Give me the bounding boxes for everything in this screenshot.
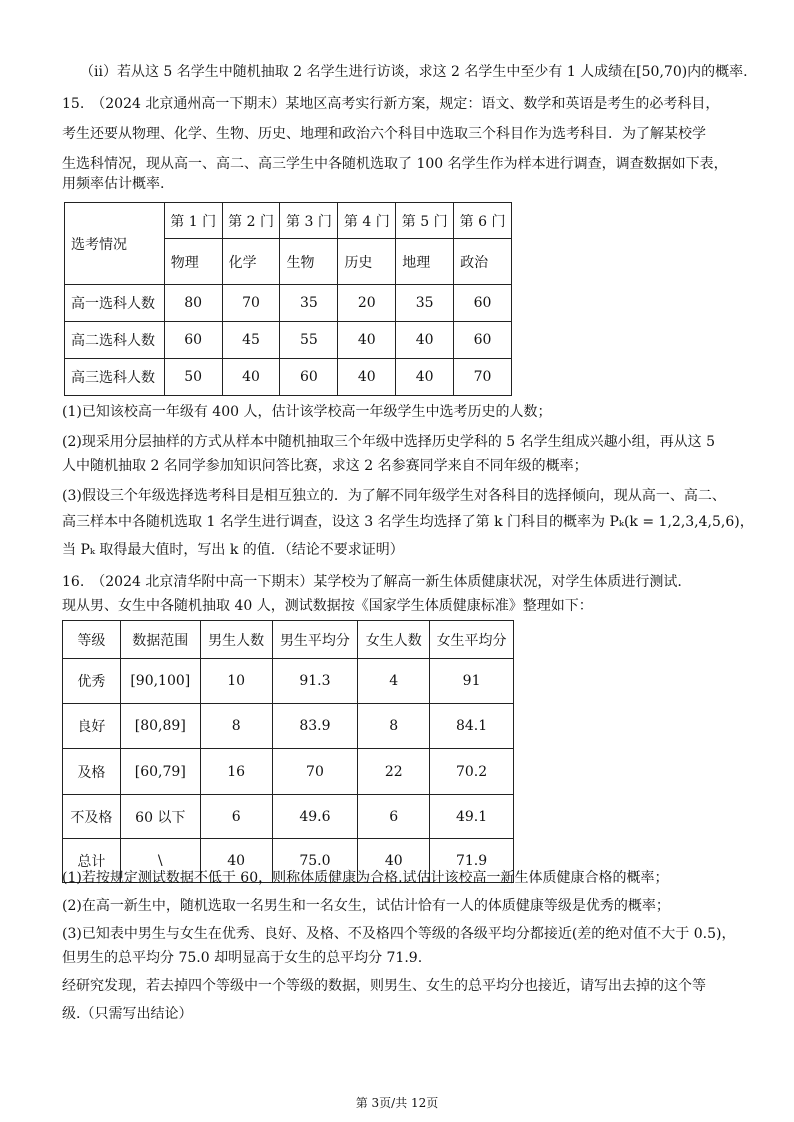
table-cell: 60 (454, 322, 512, 359)
table-cell: 80 (164, 285, 222, 322)
table-row (63, 659, 514, 704)
fitness-test-table (62, 620, 514, 883)
table-cell: 60 (280, 359, 338, 396)
table-cell: 83.9 (272, 704, 358, 749)
text-line: 现从男、女生中各随机抽取 40 人，测试数据按《国家学生体质健康标准》整理如下： (62, 598, 593, 614)
subject-header: 生物 (280, 239, 338, 285)
table-cell: 45 (222, 322, 280, 359)
table-cell: 4 (358, 659, 430, 704)
page-footer: 第 3页/共 12页 (355, 1096, 439, 1110)
table-cell: 49.6 (272, 795, 358, 839)
text-line: 经研究发现，若去掉四个等级中一个等级的数据，则男生、女生的总平均分也接近，请写出去掉的这个等 (62, 978, 706, 994)
course-number-header: 第 4 门 (338, 203, 396, 239)
question-15-title: 15. （2024 北京通州高一下期末）某地区高考实行新方案，规定：语文、数学和英语是考生的必考科目， (62, 96, 720, 112)
table-cell: 70.2 (430, 749, 514, 795)
table-cell: 16 (200, 749, 272, 795)
text-line: (2)在高一新生中，随机选取一名男生和一名女生，试估计恰有一人的体质健康等级是优秀的概率； (62, 898, 670, 914)
table-cell: 总计 (63, 839, 121, 883)
subject-header: 化学 (222, 239, 280, 285)
subject-header: 历史 (338, 239, 396, 285)
course-number-header: 第 1 门 (164, 203, 222, 239)
column-header: 女生人数 (358, 621, 430, 659)
table-corner-cell: 选考情况 (65, 203, 165, 285)
text-line: 当 Pₖ 取得最大值时，写出 k 的值．（结论不要求证明） (62, 542, 404, 558)
table-cell: 91.3 (272, 659, 358, 704)
course-selection-table (64, 202, 512, 396)
table-cell: 40 (222, 359, 280, 396)
table-cell: 8 (200, 704, 272, 749)
text-line: 人中随机抽取 2 名同学参加知识问答比赛，求这 2 名参赛同学来自不同年级的概率； (62, 458, 588, 474)
table-cell: 40 (396, 322, 454, 359)
table-cell: 70 (222, 285, 280, 322)
text-line: （ⅱ）若从这 5 名学生中随机抽取 2 名学生进行访谈，求这 2 名学生中至少有 1 人成绩在[50,70)内的概率. (80, 64, 748, 80)
text-line: (2)现采用分层抽样的方式从样本中随机抽取三个年级中选择历史学科的 5 名学生组成兴趣小组，再从这 5 (62, 434, 715, 450)
text-line: 但男生的总平均分 75.0 却明显高于女生的总平均分 71.9. (62, 950, 423, 966)
text-line: 生选科情况，现从高一、高二、高三学生中各随机选取了 100 名学生作为样本进行调查，调查数据如下表， (62, 156, 728, 172)
table-cell: 20 (338, 285, 396, 322)
table-cell: 优秀 (63, 659, 121, 704)
subject-header: 政治 (454, 239, 512, 285)
table-cell: 55 (280, 322, 338, 359)
table-cell: 60 (164, 322, 222, 359)
text-line: 高三样本中各随机选取 1 名学生进行调查，设这 3 名学生均选择了第 k 门科目的概率为 Pₖ(k = 1,2,3,4,5,6)， (62, 514, 754, 530)
table-cell: 10 (200, 659, 272, 704)
table-cell: 60 (454, 285, 512, 322)
course-number-header: 第 3 门 (280, 203, 338, 239)
table-cell: \ (120, 839, 200, 883)
column-header: 女生平均分 (430, 621, 514, 659)
text-line: (1)已知该校高一年级有 400 人，估计该学校高一年级学生中选考历史的人数； (62, 404, 552, 420)
table-cell: 70 (272, 749, 358, 795)
table-cell: [80,89] (120, 704, 200, 749)
table-cell: 71.9 (430, 839, 514, 883)
table-row (63, 704, 514, 749)
column-header: 数据范围 (120, 621, 200, 659)
table-cell: 84.1 (430, 704, 514, 749)
table-cell: 6 (358, 795, 430, 839)
table-cell: 70 (454, 359, 512, 396)
table-cell: 8 (358, 704, 430, 749)
table-cell: 不及格 (63, 795, 121, 839)
table-cell: 40 (358, 839, 430, 883)
table-row (65, 359, 512, 396)
question-16-title: 16. （2024 北京清华附中高一下期末）某学校为了解高一新生体质健康状况，对学生体质进行测试. (62, 574, 682, 590)
table-cell: 91 (430, 659, 514, 704)
table-cell: 40 (200, 839, 272, 883)
table-row (63, 749, 514, 795)
column-header: 等级 (63, 621, 121, 659)
table-cell: 6 (200, 795, 272, 839)
column-header: 男生人数 (200, 621, 272, 659)
table-cell: [60,79] (120, 749, 200, 795)
table-cell: 22 (358, 749, 430, 795)
table-cell: 良好 (63, 704, 121, 749)
text-line: (3)已知表中男生与女生在优秀、良好、及格、不及格四个等级的各级平均分都接近(差的绝对值不大于 0.5)， (62, 926, 736, 942)
text-line: 考生还要从物理、化学、生物、历史、地理和政治六个科目中选取三个科目作为选考科目．为了解某校学 (62, 126, 706, 142)
text-line: 用频率估计概率. (62, 176, 165, 192)
row-label: 高三选科人数 (65, 359, 165, 396)
table-cell: 及格 (63, 749, 121, 795)
table-cell: 35 (280, 285, 338, 322)
subject-header: 物理 (164, 239, 222, 285)
subject-header: 地理 (396, 239, 454, 285)
text-line: 级.（只需写出结论） (62, 1006, 193, 1022)
table-cell: 40 (338, 359, 396, 396)
table-cell: 50 (164, 359, 222, 396)
row-label: 高二选科人数 (65, 322, 165, 359)
table-cell: 60 以下 (120, 795, 200, 839)
table-row (63, 795, 514, 839)
row-label: 高一选科人数 (65, 285, 165, 322)
table-row (65, 285, 512, 322)
table-cell: 40 (396, 359, 454, 396)
course-number-header: 第 5 门 (396, 203, 454, 239)
course-number-header: 第 6 门 (454, 203, 512, 239)
table-cell: 40 (338, 322, 396, 359)
table-cell: [90,100] (120, 659, 200, 704)
table-cell: 49.1 (430, 795, 514, 839)
table-cell: 35 (396, 285, 454, 322)
table-cell: 75.0 (272, 839, 358, 883)
table-row (65, 322, 512, 359)
column-header: 男生平均分 (272, 621, 358, 659)
text-line: (1)若按规定测试数据不低于 60，则称体质健康为合格.试估计该校高一新生体质健康合格的概率； (62, 870, 669, 886)
text-line: (3)假设三个年级选择选考科目是相互独立的．为了解不同年级学生对各科目的选择倾向，现从高一、高二、 (62, 488, 726, 504)
course-number-header: 第 2 门 (222, 203, 280, 239)
